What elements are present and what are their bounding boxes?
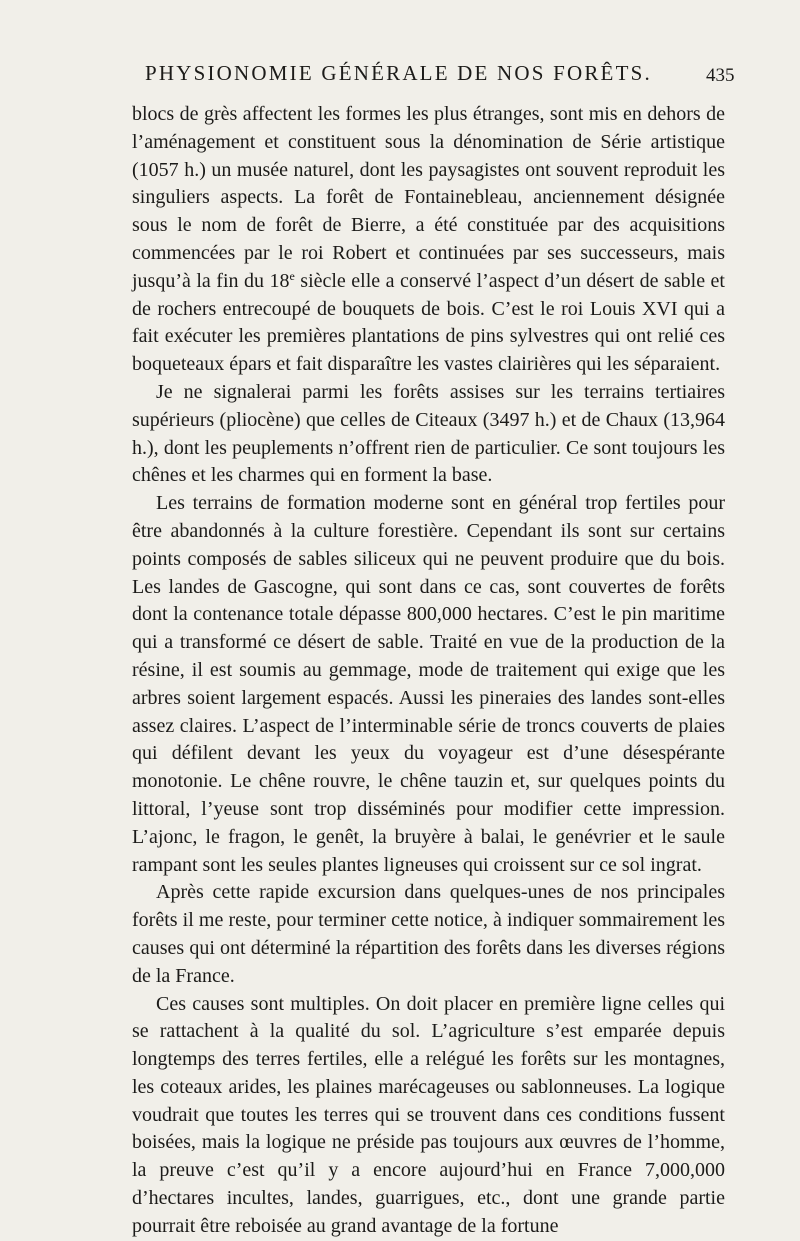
paragraph: Ces causes sont multiples. On doit placer en première ligne celles qui se rattachent à la qualité du sol. L’agriculture s’est emparée depuis longtemps des terres fertiles, elle a relégué les forêts sur les montagnes, les coteaux arides, les plaines marécageuses ou sablonneuses. La logique voudrait que toutes les terres qui se trouvent dans ces conditions fussent boisées, mais la logique ne préside pas toujours aux œuvres de l’homme, la preuve c’est qu’il y a encore aujourd’hui en France 7,000,000 d’hectares incultes, landes, guarrigues, etc., dont une grande partie pourrait être reboisée au grand avantage de la fortune <box>132 992 725 1237</box>
paragraph: Je ne signalerai parmi les forêts assises sur les terrains tertiaires supérieurs (pliocène) que celles de Citeaux (3497 h.) et de Chaux (13,964 h.), dont les peuplements n’offrent rien de particulier. Ce sont toujours les chênes et les charmes qui en forment la base. <box>132 380 725 487</box>
paragraph-text: blocs de grès affectent les formes les plus étranges, sont mis en dehors de l’aménagement et constituent sous la dénomination de Série artistique (1057 h.) un musée naturel, dont les paysagistes ont souvent reproduit les singuliers aspects. La forêt de Fontainebleau, anciennement désignée sous le nom de forêt de Bierre, a été constituée par des acquisitions commencées par le roi Robert et continuées par ses successeurs, mais jusqu’à la fin du 18 <box>132 103 725 292</box>
paragraph-continued <box>132 101 725 379</box>
running-header <box>0 60 800 92</box>
paragraph: Les terrains de formation moderne sont en général trop fertiles pour être abandonnés à la culture forestière. Cependant ils sont sur certains points composés de sables siliceux qui ne peuvent produire que du bois. Les landes de Gascogne, qui sont dans ce cas, sont couvertes de forêts dont la contenance totale dépasse 800,000 hectares. C’est le pin maritime qui a transformé ce désert de sable. Traité en vue de la production de la résine, il est soumis au gemmage, mode de traitement qui exige que les arbres soient largement espacés. Aussi les pineraies des landes sont-elles assez claires. L’aspect de l’interminable série de troncs couverts de plaies qui défilent devant les yeux du voyageur est d’une désespérante monotonie. Le chêne rouvre, le chêne tauzin et, sur quelques points du littoral, l’yeuse sont trop disséminés pour modifier cette impression. L’ajonc, le fragon, le genêt, la bruyère à balai, le genévrier et le saule rampant sont les seules plantes ligneuses qui croissent sur ce sol ingrat. <box>132 492 725 876</box>
superscript: e <box>289 268 295 283</box>
page-number: 435 <box>706 65 735 86</box>
paragraph: Après cette rapide excursion dans quelques-unes de nos principales forêts il me reste, pour terminer cette notice, à indiquer sommairement les causes qui ont déterminé la répartition des forêts dans les diverses régions de la France. <box>132 881 725 987</box>
running-title: PHYSIONOMIE GÉNÉRALE DE NOS FORÊTS. <box>145 61 652 85</box>
body-text <box>132 101 725 1241</box>
paragraph-text: siècle elle a conservé l’aspect d’un désert de sable et de rochers entrecoupé de bouquets de bois. C’est le roi Louis XVI qui a fait exécuter les premières plantations de pins sylvestres qui ont relié ces boqueteaux épars et fait disparaître les vastes clairières qui les séparaient. <box>132 269 725 376</box>
